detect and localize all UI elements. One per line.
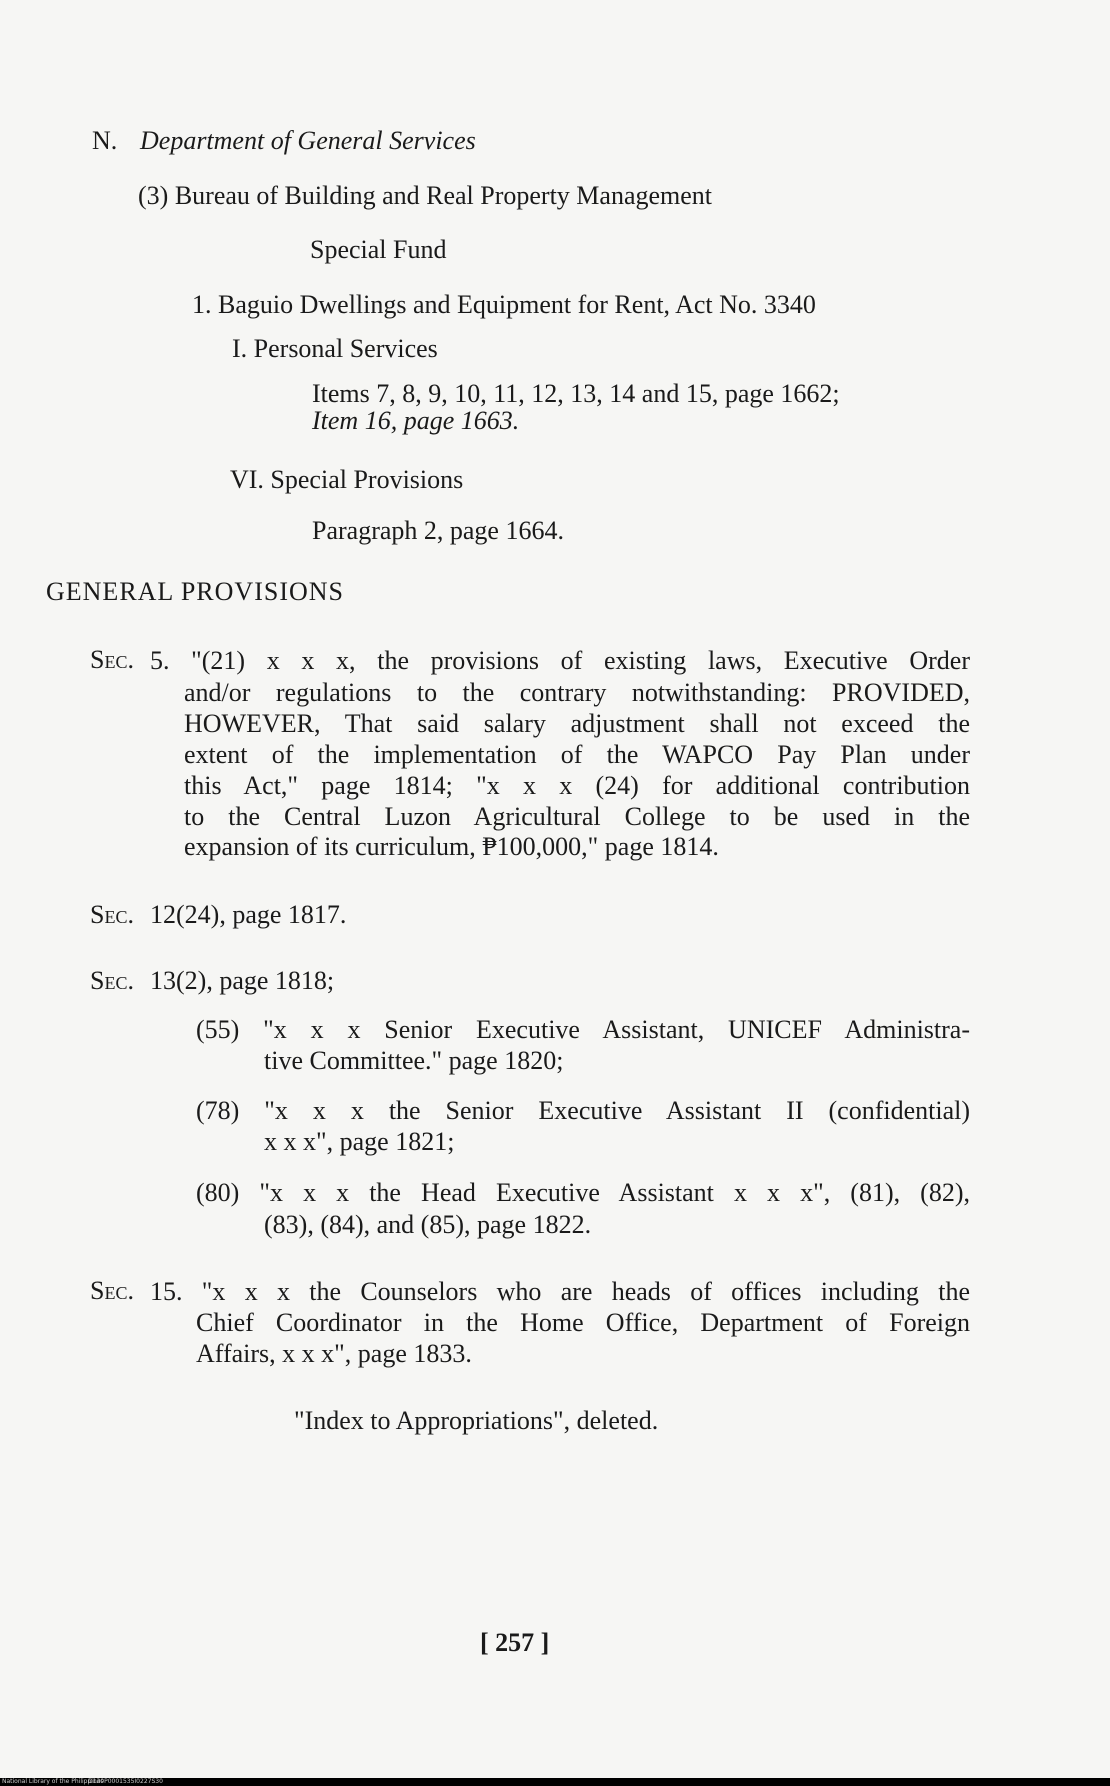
special-provisions-heading: VI. Special Provisions [230,465,464,494]
sec15-line: Chief Coordinator in the Home Office, Department of Foreign [196,1308,970,1337]
sec13-item-line: (83), (84), and (85), page 1822. [264,1210,592,1239]
sec12-label: Sec. [90,900,134,929]
sec5-line: extent of the implementation of the WAPCO Pay Plan under [184,740,970,769]
sec5-line: 5. "(21) x x x, the provisions of existing laws, Executive Order [150,646,970,675]
page-number: [ 257 ] [480,1628,550,1657]
sec13-label: Sec. [90,966,134,995]
personal-services-line-1: Items 7, 8, 9, 10, 11, 12, 13, 14 and 15, page 1662; [312,379,840,408]
sec13-text: 13(2), page 1818; [150,966,335,995]
scan-footer [0,1778,1110,1786]
personal-services-line-2: Item 16, page 1663. [312,406,520,435]
index-note: "Index to Appropriations", deleted. [294,1406,659,1435]
sec13-item-line: (80) "x x x the Head Executive Assistant x x x", (81), (82), [196,1178,970,1207]
sec15-line: Affairs, x x x", page 1833. [196,1339,472,1368]
sec5-line: and/or regulations to the contrary notwithstanding: PROVIDED, [184,678,970,707]
footer-code: D130P0001535I0227S30 [88,1778,163,1785]
sec13-item-line: tive Committee." page 1820; [264,1046,564,1075]
sec5-label: Sec. [90,645,134,674]
footer-library: National Library of the Philippines [2,1778,104,1785]
item-1-heading: 1. Baguio Dwellings and Equipment for Rent, Act No. 3340 [192,290,816,319]
sec13-item-line: x x x", page 1821; [264,1127,455,1156]
sec5-line: HOWEVER, That said salary adjustment shall not exceed the [184,709,970,738]
personal-services-heading: I. Personal Services [232,334,438,363]
general-provisions-heading: GENERAL PROVISIONS [46,577,344,606]
sec5-line: this Act," page 1814; "x x x (24) for additional contribution [184,771,970,800]
sec12-text: 12(24), page 1817. [150,900,347,929]
sec5-line: to the Central Luzon Agricultural College to be used in the [184,802,970,831]
sec15-line: 15. "x x x the Counselors who are heads of offices including the [150,1277,970,1306]
department-letter: N. [92,126,118,155]
sec13-item-line: (55) "x x x Senior Executive Assistant, UNICEF Administra- [196,1015,970,1044]
sec5-line: expansion of its curriculum, ₱100,000," page 1814. [184,832,719,861]
sec13-item-line: (78) "x x x the Senior Executive Assistant II (confidential) [196,1096,970,1125]
department-title: Department of General Services [140,126,476,155]
fund-heading: Special Fund [310,235,447,264]
bureau-heading: (3) Bureau of Building and Real Property Management [138,181,713,210]
sec15-label: Sec. [90,1276,134,1305]
special-provisions-line: Paragraph 2, page 1664. [312,516,564,545]
